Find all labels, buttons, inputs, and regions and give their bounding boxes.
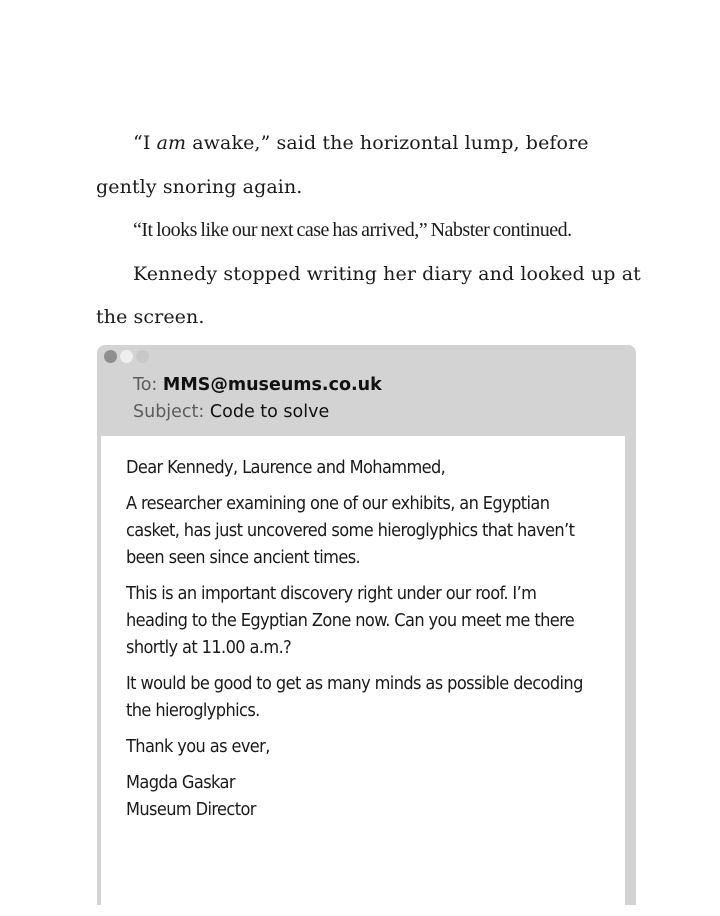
subject-label: Subject: xyxy=(133,402,205,422)
subject-value: Code to solve xyxy=(209,402,330,422)
story-paragraph-3: Kennedy stopped writing her diary and looked up at the screen. xyxy=(96,262,641,328)
email-greeting: Dear Kennedy, Laurence and Mohammed, xyxy=(126,457,446,478)
subject-line xyxy=(133,399,382,426)
window-controls xyxy=(104,350,149,363)
signature-title: Museum Director xyxy=(126,799,256,820)
close-dot-icon[interactable] xyxy=(104,350,117,363)
to-address[interactable]: MMS@museums.co.uk xyxy=(162,375,382,395)
to-line xyxy=(133,372,382,399)
email-paragraph-1: A researcher examining one of our exhibits, an Egyptian casket, has just uncovered some hieroglyphics that haven’t been seen since ancient times. xyxy=(126,493,575,568)
maximize-dot-icon[interactable] xyxy=(136,350,149,363)
story-paragraph-2: “It looks like our next case has arrived,” Nabster continued. xyxy=(133,219,572,241)
email-window xyxy=(97,345,636,905)
story-text xyxy=(96,122,641,340)
email-paragraph-2: This is an important discovery right under our roof. I’m heading to the Egyptian Zone now. Can you meet me there shortly at 11.00 a.m.? xyxy=(126,583,575,658)
email-body xyxy=(101,436,625,916)
story-paragraph-1: “I am awake,” said the horizontal lump, before gently snoring again. xyxy=(96,132,589,198)
email-closing: Thank you as ever, xyxy=(126,736,270,757)
email-header xyxy=(133,372,382,426)
signature-name: Magda Gaskar xyxy=(126,772,235,793)
email-paragraph-3: It would be good to get as many minds as possible decoding the hieroglyphics. xyxy=(126,673,583,721)
to-label: To: xyxy=(133,375,158,395)
emphasis: am xyxy=(156,132,187,154)
minimize-dot-icon[interactable] xyxy=(120,350,133,363)
